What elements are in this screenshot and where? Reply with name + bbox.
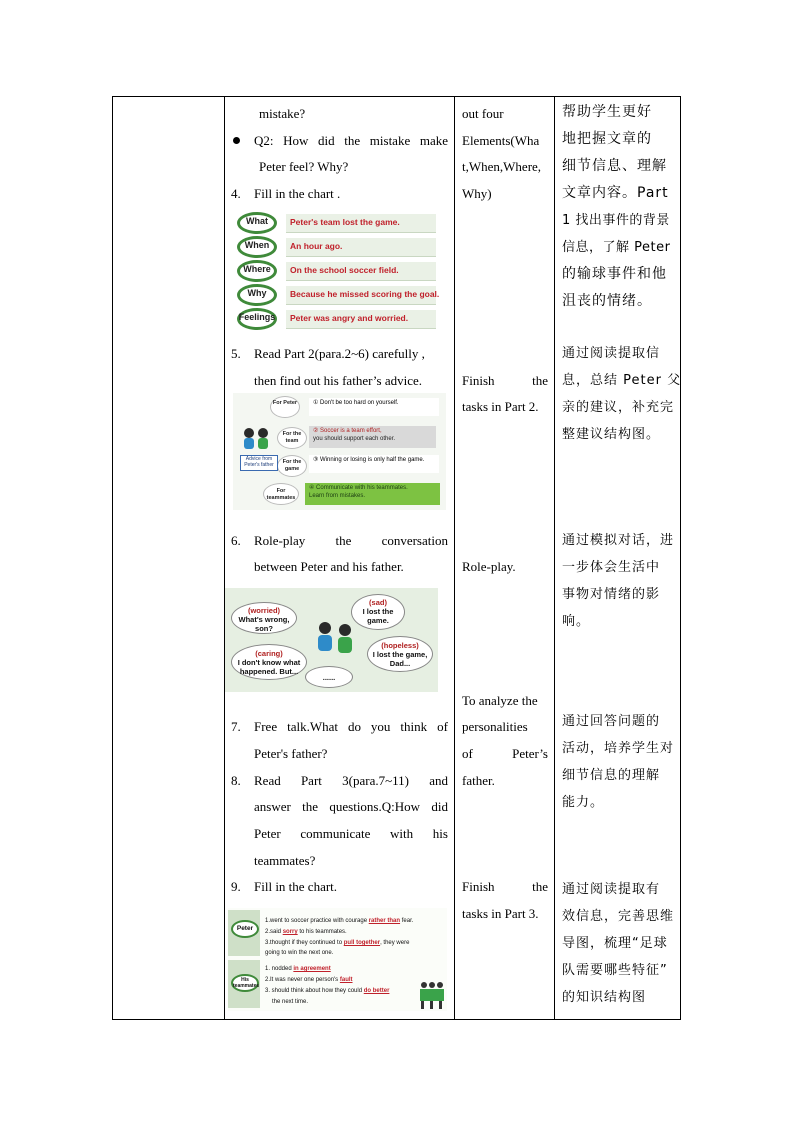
intent-line: 的输球事件和他 <box>562 266 667 282</box>
line-text: 1. nodded <box>265 966 294 972</box>
advice-3-text: ③ Winning or losing is only half the game. <box>313 457 425 463</box>
line-text: to his teammates. <box>297 929 347 935</box>
column-divider <box>554 97 555 1019</box>
q2-line2: Peter feel? Why? <box>259 159 349 174</box>
intent-line: 细节信息、理解 <box>562 158 667 174</box>
word: with <box>390 826 414 841</box>
advice-from-father-text: Advice from Peter's father <box>244 456 274 468</box>
emotion-label: (hopeless) <box>381 641 419 650</box>
chart-value: An hour ago. <box>290 241 343 251</box>
peter-line-3 <box>265 939 409 947</box>
intent-line: 信息，了解 Peter <box>562 240 671 255</box>
intent-line: 一步体会生活中 <box>562 560 661 575</box>
q2-line1: Q2: How did the mistake make <box>254 133 448 148</box>
intent-line: 文章内容。Part <box>562 185 669 201</box>
bubble-text: What's wrong, <box>238 615 290 624</box>
advice-2 <box>309 426 436 448</box>
item6-line1 <box>254 527 448 554</box>
intent-line: 帮助学生更好 <box>562 104 652 120</box>
for-game-label: For the game <box>282 459 302 472</box>
speech-bubble <box>367 636 433 672</box>
col3-block4-line1: To analyze the <box>462 693 538 708</box>
intent-line: 队需要哪些特征” <box>562 963 668 978</box>
answer-text: sorry <box>282 929 298 935</box>
item-number: 9. <box>231 879 241 894</box>
item-number: 7. <box>231 719 241 734</box>
peter-teammates-chart <box>228 908 447 1011</box>
intent-line: 导图，梳理“足球 <box>562 936 668 951</box>
intent-block-5 <box>562 876 675 1011</box>
speech-bubble <box>231 602 297 634</box>
item-number: 5. <box>231 346 241 361</box>
intent-line: 通过模拟对话，进 <box>562 533 675 548</box>
answer-text: do better <box>363 988 390 994</box>
team-line-3 <box>265 987 389 995</box>
col3-block3: Role-play. <box>462 559 516 574</box>
answer-text: pull together <box>343 940 381 946</box>
item9-text: Fill in the chart. <box>254 879 338 894</box>
bullet-icon <box>233 137 240 144</box>
chart-value-box <box>286 238 436 257</box>
item7-line2: Peter's father? <box>254 746 328 761</box>
col3-block1-line: Elements(Wha <box>462 133 540 148</box>
chart-value: Peter was angry and worried. <box>290 313 409 323</box>
peter-badge: Peter <box>231 920 259 938</box>
team-line-1 <box>265 965 331 973</box>
peter-line-1 <box>265 917 413 925</box>
item5-line2: then find out his father’s advice. <box>254 373 422 388</box>
intent-line: 1 找出事件的背景 <box>562 213 670 228</box>
chart-row <box>233 259 438 283</box>
bubble-text: game. <box>367 616 389 625</box>
father-son-illustration <box>239 425 273 451</box>
item6-line2: between Peter and his father. <box>254 559 404 574</box>
bubble-text: son? <box>255 624 273 633</box>
word: and <box>429 773 448 788</box>
word: do <box>347 719 361 734</box>
col3-block1-line: t,When,Where, <box>462 159 542 174</box>
chart-value: Because he missed scoring the goal. <box>290 289 440 299</box>
word: Finish <box>462 373 495 388</box>
emotion-label: (worried) <box>247 606 281 615</box>
word: of <box>437 719 448 734</box>
item8-line2 <box>254 793 448 820</box>
item8-line3 <box>254 820 448 847</box>
col3-block5-line2: tasks in Part 3. <box>462 906 539 921</box>
col3-block4-line4: father. <box>462 773 495 788</box>
item8-line1 <box>254 767 448 794</box>
chart-value-box <box>286 286 440 305</box>
bubble-text: Dad... <box>389 659 411 668</box>
word: Read <box>254 773 281 788</box>
chart-value-box <box>286 262 436 281</box>
speech-bubble <box>231 644 307 680</box>
line-text: 1.went to soccer practice with courage <box>265 918 369 924</box>
emotion-label: (caring) <box>255 649 283 658</box>
chart-value: Peter's team lost the game. <box>290 217 400 227</box>
intent-block-3 <box>562 527 675 635</box>
line-text: 3. should think about how they could <box>265 988 364 994</box>
chart-key: Why <box>247 288 267 298</box>
advice-4-text-b: Learn from mistakes. <box>309 492 366 499</box>
intent-line: 息，总结 Peter 父 <box>562 373 682 388</box>
advice-4-text-a: ④ Communicate with his teammates. <box>309 485 408 491</box>
chart-row <box>233 283 438 307</box>
advice-1-text: ① Don't be too hard on yourself. <box>313 400 399 406</box>
team-badge: His teammates <box>231 974 259 992</box>
intent-line: 效信息，完善思维 <box>562 909 675 924</box>
word: of <box>462 746 473 761</box>
word: did <box>431 799 448 814</box>
emotion-label: (sad) <box>369 598 387 607</box>
chart-key: When <box>244 240 270 250</box>
word: his <box>432 826 448 841</box>
word: communicate <box>300 826 371 841</box>
line-text: 3.thought if they continued to <box>265 940 344 946</box>
word: Finish <box>462 879 495 894</box>
peter-line-2 <box>265 928 347 936</box>
chart-key: Feelings <box>238 312 276 322</box>
word: think <box>400 719 428 734</box>
intent-line: 能力。 <box>562 795 605 810</box>
bubble-text: ...... <box>322 673 336 682</box>
chart-row <box>233 307 438 331</box>
word: the <box>532 373 548 388</box>
item8-line4: teammates? <box>254 853 316 868</box>
intent-line: 整建议结构图。 <box>562 427 661 442</box>
chart-key: Where <box>243 264 271 274</box>
advice-2-text-a: ② Soccer is a team effort, <box>313 428 382 434</box>
intent-block-1 <box>562 99 675 315</box>
intent-line: 活动，培养学生对 <box>562 741 675 756</box>
for-peter-label: For Peter <box>272 400 298 406</box>
five-elements-chart <box>233 207 438 337</box>
father-son-illustration <box>315 618 359 660</box>
answer-text: rather than <box>368 918 401 924</box>
advice-from-father-label <box>240 455 278 471</box>
intent-line: 通过回答问题的 <box>562 714 661 729</box>
word: Role-play <box>254 533 306 548</box>
word: the <box>302 799 319 814</box>
column-divider <box>224 97 225 1019</box>
team-line-2 <box>265 976 353 984</box>
intent-block-2 <box>562 340 682 448</box>
item4-text: Fill in the chart . <box>254 186 341 201</box>
intent-block-4 <box>562 708 675 816</box>
advice-4 <box>305 483 440 505</box>
word: you <box>370 719 391 734</box>
word: 3(para.7~11) <box>342 773 409 788</box>
intent-line: 响。 <box>562 614 591 629</box>
word: Peter <box>254 826 281 841</box>
intent-line: 细节信息的理解 <box>562 768 661 783</box>
word: Free <box>254 719 278 734</box>
father-advice-chart <box>233 393 446 510</box>
chart-value-box <box>286 214 436 233</box>
item-number: 8. <box>231 773 241 788</box>
col3-block2-line2: tasks in Part 2. <box>462 399 539 414</box>
chart-row <box>233 211 438 235</box>
col3-block4-line2: personalities <box>462 719 528 734</box>
team-line-3b: the next time. <box>272 999 309 1005</box>
intent-line: 的知识结构图 <box>562 990 647 1005</box>
advice-3 <box>309 455 439 473</box>
word: the <box>532 879 548 894</box>
chart-value-box <box>286 310 436 329</box>
col3-block1-line: out four <box>462 106 504 121</box>
intent-line: 沮丧的情绪。 <box>562 293 652 309</box>
col3-block4-line3 <box>462 740 548 767</box>
chart-row <box>233 235 438 259</box>
intent-line: 亲的建议，补充完 <box>562 400 675 415</box>
intent-line: 通过阅读提取信 <box>562 346 661 361</box>
line-text: 2.said <box>265 929 283 935</box>
word: questions.Q:How <box>329 799 421 814</box>
answer-text: fault <box>339 977 353 983</box>
col3-block2-line1 <box>462 367 548 394</box>
bubble-text: I lost the game, <box>372 650 428 659</box>
for-teammates-label: For teammates <box>266 488 296 501</box>
col3-block1-line: Why) <box>462 186 492 201</box>
line-text: fear. <box>400 918 414 924</box>
word: Part <box>300 773 322 788</box>
conversation-picture <box>225 588 438 692</box>
item-number: 4. <box>231 186 241 201</box>
col3-block5-line1 <box>462 873 548 900</box>
word: Peter’s <box>512 746 548 761</box>
advice-1 <box>309 398 439 416</box>
column-divider <box>454 97 455 1019</box>
chart-key: What <box>246 216 268 226</box>
line-text: 2.It was never one person's <box>265 977 340 983</box>
bubble-text: I don't know what <box>237 658 301 667</box>
item7-line1 <box>254 713 448 740</box>
answer-text: in agreement <box>293 966 331 972</box>
speech-bubble <box>351 594 405 630</box>
team-players-illustration <box>418 980 446 1010</box>
intent-line: 事物对情绪的影 <box>562 587 661 602</box>
bubble-text: happened. But... <box>239 667 299 676</box>
line-text: , they were <box>380 940 410 946</box>
word: conversation <box>381 533 448 548</box>
peter-line-3b: going to win the next one. <box>265 950 334 956</box>
word: talk.What <box>287 719 338 734</box>
for-team-label: For the team <box>282 431 302 444</box>
bubble-text: I lost the <box>362 607 394 616</box>
intent-line: 通过阅读提取有 <box>562 882 661 897</box>
advice-2-text-b: you should support each other. <box>313 435 396 442</box>
q1-continuation: mistake? <box>259 106 306 121</box>
intent-line: 地把握文章的 <box>562 131 652 147</box>
word: the <box>335 533 352 548</box>
chart-value: On the school soccer field. <box>290 265 399 275</box>
item5-line1: Read Part 2(para.2~6) carefully , <box>254 346 425 361</box>
item-number: 6. <box>231 533 241 548</box>
word: answer <box>254 799 291 814</box>
speech-bubble <box>305 666 353 688</box>
